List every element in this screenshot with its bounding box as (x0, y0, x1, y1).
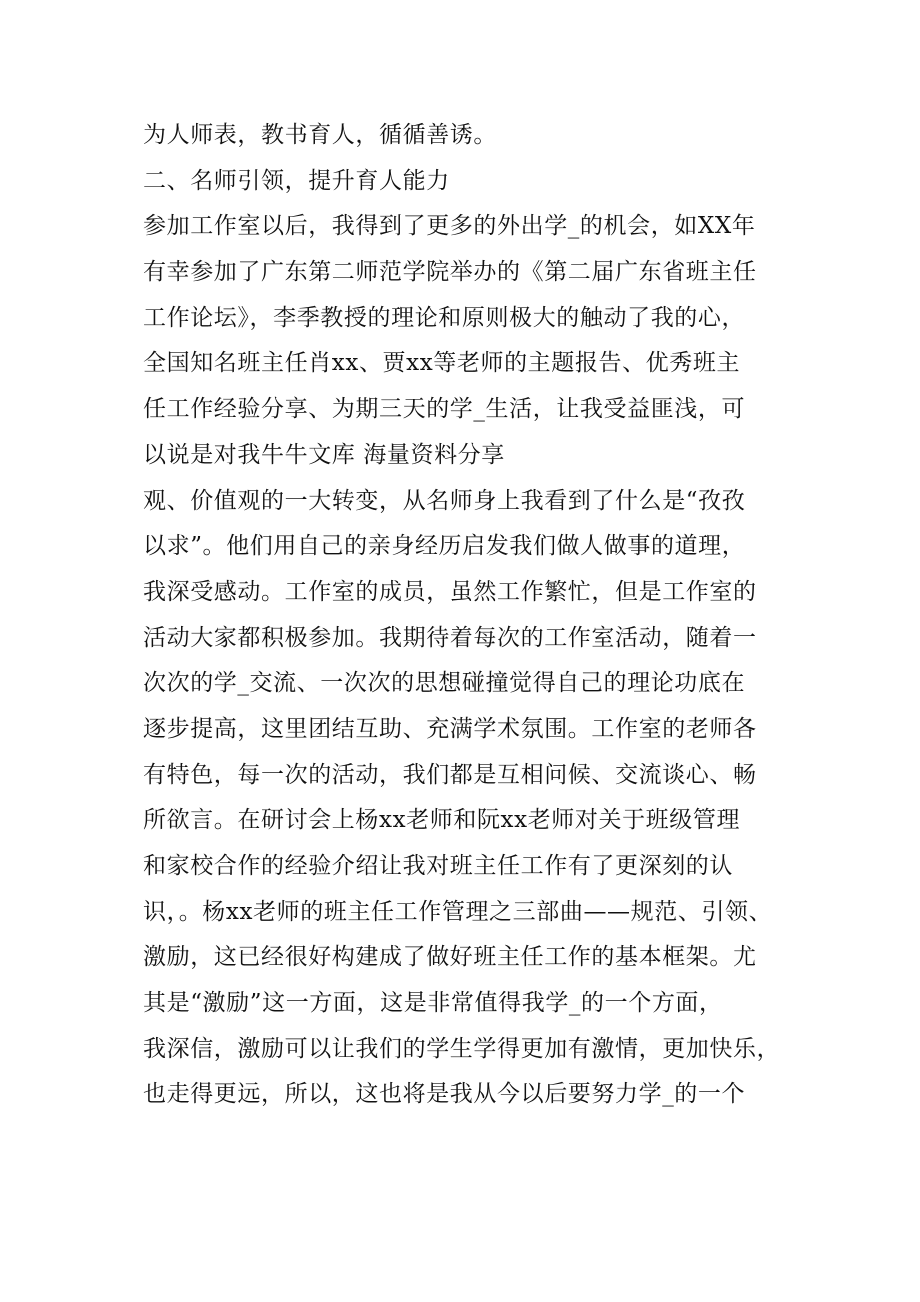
text-line: 所欲言。在研讨会上杨xx老师和阮xx老师对关于班级管理 (143, 807, 741, 834)
text-line: 有特色，每一次的活动，我们都是互相问候、交流谈心、畅 (143, 761, 757, 788)
document-body (143, 113, 803, 1118)
text-line: 参加工作室以后，我得到了更多的外出学_的机会，如XX年 (143, 213, 756, 240)
text-line: 我深信，激励可以让我们的学生学得更加有激情，更加快乐， (143, 1035, 781, 1062)
text-line: 任工作经验分享、为期三天的学_生活，让我受益匪浅，可 (143, 396, 746, 423)
text-line: 工作论坛》，李季教授的理论和原则极大的触动了我的心， (143, 304, 746, 331)
section-heading: 二、名师引领，提升育人能力 (143, 167, 450, 194)
text-line: 以求”。他们用自己的亲身经历启发我们做人做事的道理， (143, 533, 746, 560)
text-line: 激励，这已经很好构建成了做好班主任工作的基本框架。尤 (143, 944, 757, 971)
text-line: 我深受感动。工作室的成员，虽然工作繁忙，但是工作室的 (143, 578, 757, 605)
text-line: 识，。杨xx老师的班主任工作管理之三部曲——规范、引领、 (143, 898, 773, 925)
text-line: 为人师表，教书育人，循循善诱。 (143, 122, 497, 148)
text-line: 次次的学_交流、一次次的思想碰撞觉得自己的理论功底在 (143, 670, 746, 697)
text-line: 逐步提高，这里团结互助、充满学术氛围。工作室的老师各 (143, 715, 757, 742)
text-line: 也走得更远，所以，这也将是我从今以后要努力学_的一个 (143, 1081, 746, 1108)
text-line: 全国知名班主任肖xx、贾xx等老师的主题报告、优秀班主 (143, 350, 741, 377)
text-line: 有幸参加了广东第二师范学院举办的《第二届广东省班主任 (143, 259, 757, 286)
text-line: 观、价值观的一大转变，从名师身上我看到了什么是“孜孜 (143, 487, 746, 514)
text-line: 其是“激励”这一方面，这是非常值得我学_的一个方面， (143, 990, 723, 1017)
text-line: 以说是对我牛牛文库 海量资料分享 (143, 441, 505, 468)
text-line: 和家校合作的经验介绍让我对班主任工作有了更深刻的认 (143, 853, 733, 879)
text-line: 活动大家都积极参加。我期待着每次的工作室活动，随着一 (143, 624, 757, 651)
